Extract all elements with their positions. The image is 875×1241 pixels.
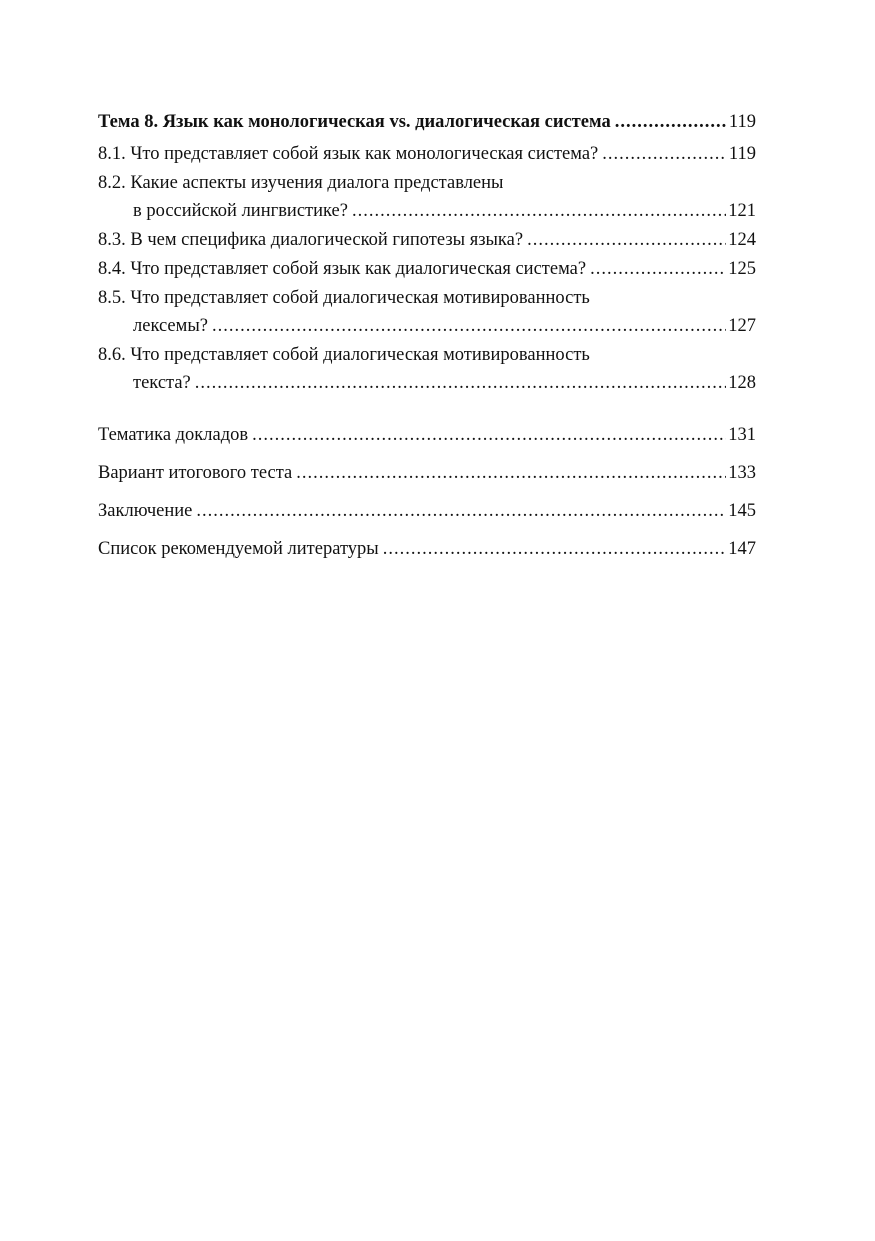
leader-dots (527, 226, 726, 254)
leader-dots (602, 140, 727, 168)
toc-item-text-line1: 8.2. Какие аспекты изучения диалога представлены (98, 173, 504, 193)
leader-dots (296, 459, 726, 487)
toc-heading-topic-8[interactable] (98, 108, 756, 136)
leader-dots (212, 312, 726, 340)
toc-page-number: 147 (728, 539, 756, 559)
toc-item-text-line2: текста? (133, 373, 191, 393)
toc-item-text: 8.4. Что представляет собой язык как диалогическая система? (98, 259, 587, 279)
toc-item-text-line1: 8.5. Что представляет собой диалогическая мотивированность (98, 288, 590, 308)
leader-dots (383, 535, 727, 563)
toc-page-number: 131 (728, 425, 756, 445)
toc-page-number: 127 (728, 316, 756, 336)
toc-item-8-6[interactable] (98, 341, 756, 397)
toc-item-report-topics[interactable] (98, 421, 756, 449)
toc-heading-text: Тема 8. Язык как монологическая vs. диалогическая система (98, 112, 611, 132)
toc-page-number: 119 (728, 144, 756, 164)
toc-item-text: Заключение (98, 501, 193, 521)
leader-dots (615, 108, 727, 136)
toc-item-text: Тематика докладов (98, 425, 249, 445)
leader-dots (252, 421, 726, 449)
toc-item-text: Список рекомендуемой литературы (98, 539, 379, 559)
toc-page-number: 145 (728, 501, 756, 521)
toc-page-number: 119 (728, 112, 756, 132)
toc-item-text: 8.1. Что представляет собой язык как монологическая система? (98, 144, 599, 164)
toc-item-references[interactable] (98, 535, 756, 563)
toc-page-number: 121 (728, 201, 756, 221)
toc-item-text: 8.3. В чем специфика диалогической гипотезы языка? (98, 230, 524, 250)
toc-item-text-line2: в российской лингвистике? (133, 201, 348, 221)
toc-page-number: 124 (728, 230, 756, 250)
leader-dots (590, 255, 726, 283)
table-of-contents (98, 108, 756, 563)
toc-item-8-2[interactable] (98, 169, 756, 225)
leader-dots (196, 497, 726, 525)
leader-dots (352, 197, 726, 225)
toc-item-text-line1: 8.6. Что представляет собой диалогическая мотивированность (98, 345, 590, 365)
toc-page-number: 125 (728, 259, 756, 279)
toc-item-8-5[interactable] (98, 284, 756, 340)
toc-item-text-line2: лексемы? (133, 316, 208, 336)
toc-item-final-test[interactable] (98, 459, 756, 487)
toc-page-number: 133 (728, 463, 756, 483)
leader-dots (195, 369, 726, 397)
toc-item-8-4[interactable] (98, 255, 756, 283)
toc-item-text: Вариант итогового теста (98, 463, 293, 483)
toc-item-8-3[interactable] (98, 226, 756, 254)
toc-item-8-1[interactable] (98, 140, 756, 168)
toc-page-number: 128 (728, 373, 756, 393)
toc-item-conclusion[interactable] (98, 497, 756, 525)
